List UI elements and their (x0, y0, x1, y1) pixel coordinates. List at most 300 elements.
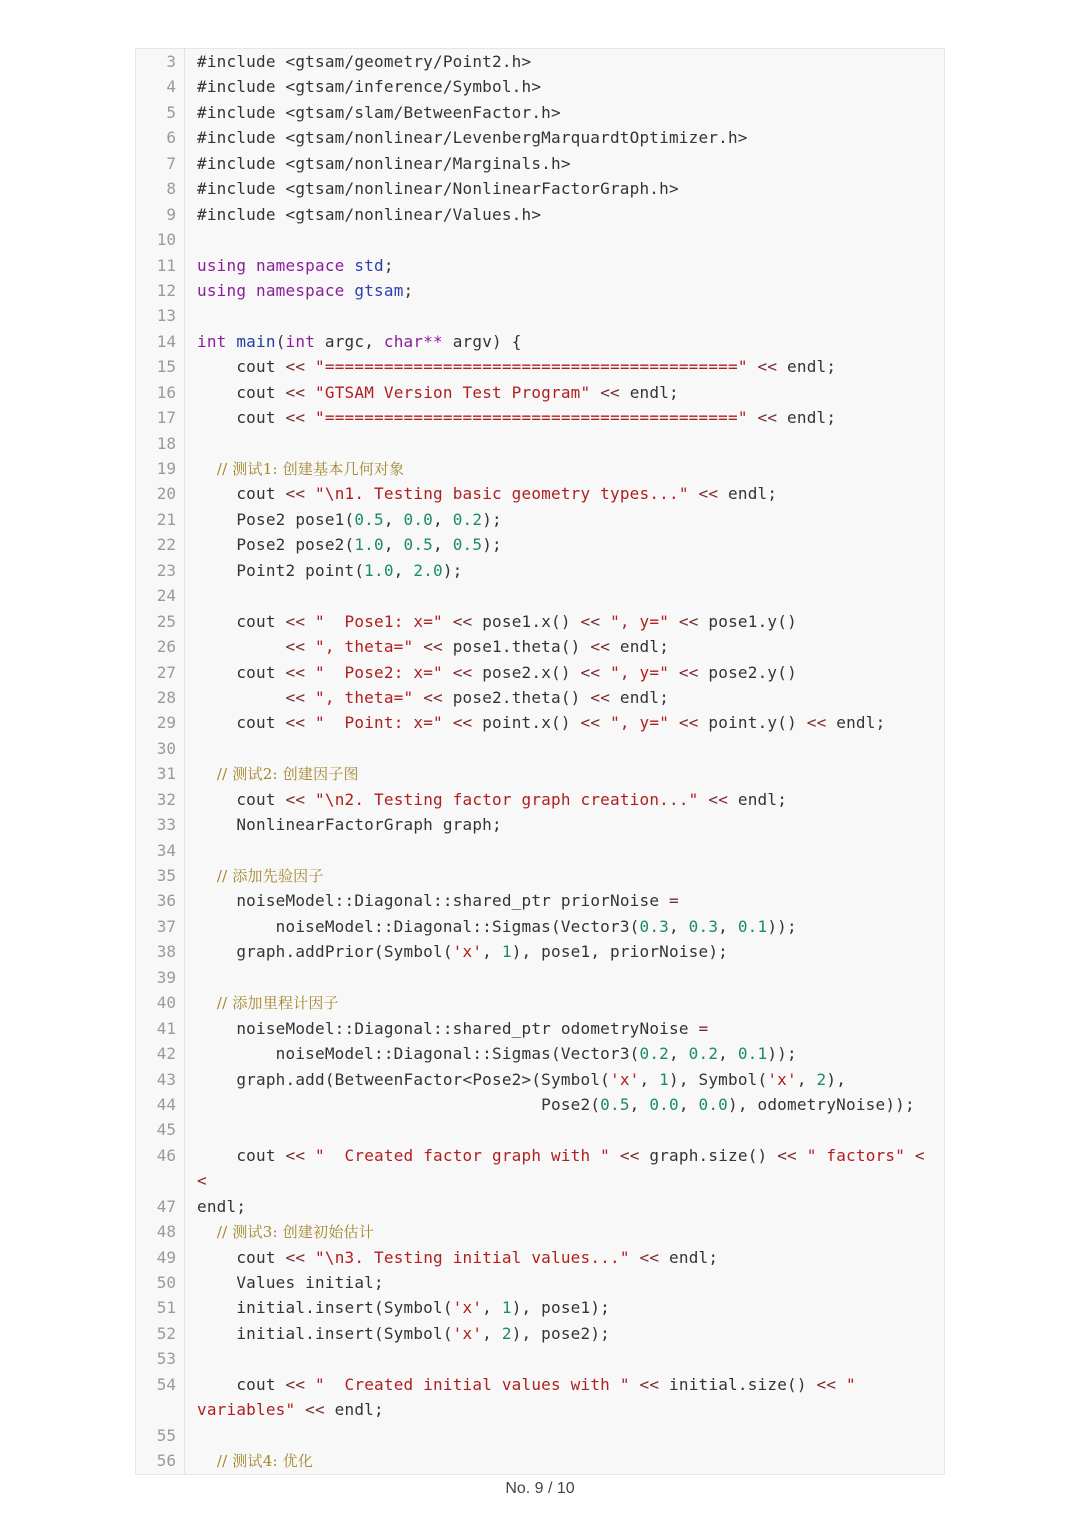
code-text (197, 354, 932, 379)
code-token: 1 (659, 1069, 670, 1089)
code-token (305, 1146, 315, 1165)
code-line (136, 74, 944, 99)
code-line (136, 507, 944, 532)
code-token (630, 1375, 640, 1394)
code-token: 0.2 (639, 1044, 669, 1064)
code-token (345, 256, 355, 275)
code-text (197, 329, 932, 354)
code-token: #include <gtsam/slam/BetweenFactor.h> (197, 102, 561, 122)
line-number: 15 (156, 357, 176, 377)
code-line (136, 838, 944, 863)
code-token: Point2 point( (197, 560, 365, 580)
code-token (630, 1248, 640, 1267)
code-token (797, 1146, 807, 1165)
code-line (136, 1092, 944, 1117)
code-token: << (600, 382, 620, 402)
code-text (197, 685, 932, 710)
code-token: , (718, 916, 738, 936)
code-token: << (619, 1145, 640, 1165)
code-token: << (285, 789, 306, 809)
code-token (836, 1375, 846, 1394)
code-text (197, 405, 932, 430)
line-number: 5 (166, 102, 176, 122)
code-token: ); (482, 535, 502, 555)
code-token: // 测试2: 创建因子图 (197, 765, 359, 784)
code-token: << (806, 713, 827, 733)
line-number: 32 (156, 789, 176, 809)
code-token: #include <gtsam/nonlinear/Values.h> (197, 204, 542, 224)
code-text (197, 1219, 932, 1245)
code-token: , (718, 1044, 738, 1064)
code-token (305, 790, 315, 809)
code-token: cout (197, 1374, 286, 1394)
code-token: << (285, 357, 306, 377)
code-token: Values initial; (197, 1273, 384, 1293)
code-line (136, 558, 944, 583)
code-token: ", theta=" (315, 637, 414, 657)
line-number: 51 (156, 1298, 176, 1318)
code-token (669, 612, 679, 631)
code-token: , (639, 1069, 660, 1089)
line-number: 9 (166, 204, 176, 224)
code-line (136, 1448, 944, 1473)
line-number: 54 (156, 1374, 176, 1394)
code-token: )); (767, 916, 797, 936)
line-number: 55 (156, 1425, 176, 1445)
code-line (136, 812, 944, 837)
code-line (136, 227, 944, 252)
code-token (305, 484, 315, 503)
code-token: #include <gtsam/nonlinear/LevenbergMarquardtOptimizer.h> (197, 128, 748, 148)
code-line (136, 583, 944, 608)
code-token: #include <gtsam/inference/Symbol.h> (197, 77, 542, 97)
line-number: 41 (156, 1018, 176, 1038)
line-number: 45 (156, 1120, 176, 1140)
code-token: initial.insert(Symbol( (197, 1323, 453, 1343)
code-token: endl; (197, 1196, 247, 1216)
code-token: << (777, 1145, 797, 1165)
code-text (197, 456, 932, 482)
code-token: cout (197, 357, 286, 377)
code-token: cout (197, 1247, 286, 1267)
line-number: 30 (156, 738, 176, 758)
code-token: " factors" (806, 1145, 906, 1165)
code-token (669, 713, 679, 732)
code-text (197, 253, 932, 278)
line-number: 16 (156, 382, 176, 402)
code-text (197, 49, 932, 74)
code-text (197, 990, 932, 1016)
line-number: 56 (156, 1451, 176, 1471)
code-token: << (197, 1145, 925, 1191)
line-number: 14 (156, 331, 176, 351)
code-token: , (482, 1298, 502, 1318)
code-token: ); (482, 509, 502, 529)
line-number: 4 (166, 77, 176, 97)
code-token: noiseModel::Diagonal::Sigmas(Vector3( (197, 1044, 640, 1064)
code-token: NonlinearFactorGraph graph; (197, 815, 502, 835)
code-token (246, 256, 256, 275)
code-token: << (285, 687, 306, 707)
code-token: initial.size() (659, 1374, 817, 1394)
code-text (197, 634, 932, 659)
code-token: = (698, 1018, 709, 1038)
code-token: << (285, 611, 306, 631)
code-line (136, 100, 944, 125)
code-token: 0.0 (403, 509, 434, 529)
code-token: "\n2. Testing factor graph creation..." (315, 789, 699, 809)
code-token: ", y=" (610, 662, 670, 682)
line-number: 26 (156, 637, 176, 657)
code-token: ), pose1, priorNoise); (511, 942, 729, 962)
code-token (590, 383, 600, 402)
code-token: << (452, 662, 473, 682)
code-token: 0.5 (452, 535, 483, 555)
code-line (136, 1016, 944, 1041)
code-line (136, 609, 944, 634)
line-number: 36 (156, 891, 176, 911)
code-token (345, 281, 355, 300)
code-token: ; (383, 255, 394, 275)
code-token: 0.0 (698, 1094, 728, 1114)
code-token: = (669, 891, 679, 911)
code-text (197, 278, 932, 303)
code-token: 1.0 (364, 560, 394, 580)
line-number: 33 (156, 815, 176, 835)
code-line (136, 1321, 944, 1346)
code-token: 0.5 (354, 509, 384, 529)
code-token: 2 (501, 1323, 512, 1343)
code-token: << (678, 662, 699, 682)
code-line (136, 736, 944, 761)
line-number: 43 (156, 1069, 176, 1089)
code-token: argc, (315, 331, 384, 351)
code-token: // 添加里程计因子 (197, 994, 339, 1013)
code-text (197, 787, 932, 812)
code-line (136, 787, 944, 812)
code-line (136, 329, 944, 354)
line-number: 21 (156, 509, 176, 529)
code-line (136, 1194, 944, 1219)
code-token: graph.addPrior(Symbol( (197, 942, 453, 962)
code-text (197, 532, 932, 557)
code-token: ", theta=" (315, 687, 414, 707)
code-text (197, 1245, 932, 1270)
code-token: << (285, 408, 306, 428)
code-text (197, 761, 932, 787)
line-number: 7 (166, 153, 176, 173)
code-token: pose2.x() (472, 662, 581, 682)
code-token: cout (197, 1145, 286, 1165)
code-token: 1 (501, 1298, 512, 1318)
code-token: 0.5 (600, 1094, 630, 1114)
code-token: << (580, 713, 601, 733)
code-token: << (580, 662, 601, 682)
code-token: 0.3 (688, 916, 719, 936)
code-token: graph.size() (639, 1145, 778, 1165)
line-number: 20 (156, 484, 176, 504)
code-token: // 添加先验因子 (197, 867, 324, 885)
code-token: "GTSAM Version Test Program" (315, 382, 591, 402)
code-token (305, 713, 315, 732)
code-token: 0.2 (688, 1044, 719, 1064)
code-text (197, 914, 932, 939)
line-number: 3 (166, 52, 176, 71)
code-token: , (433, 509, 453, 529)
code-token: << (423, 637, 443, 657)
code-token: 0.5 (403, 535, 434, 555)
code-token: << (285, 1145, 306, 1165)
code-line (136, 380, 944, 405)
code-token: << (452, 713, 473, 733)
code-text (197, 1016, 932, 1041)
code-token: endl; (826, 713, 886, 733)
code-token: , (383, 535, 404, 555)
code-line (136, 1423, 944, 1448)
code-line (136, 1270, 944, 1295)
line-number: 40 (156, 993, 176, 1013)
code-token: // 测试1: 创建基本几何对象 (197, 460, 405, 478)
code-line (136, 354, 944, 379)
code-token: cout (197, 662, 286, 682)
code-token: using (197, 280, 247, 300)
code-token: << (305, 1400, 325, 1420)
code-token: 0.0 (649, 1094, 679, 1114)
code-token: << (590, 687, 611, 707)
code-line (136, 965, 944, 990)
code-token: << (816, 1374, 837, 1394)
line-number: 23 (156, 560, 176, 580)
code-token: endl; (777, 357, 837, 377)
code-token: initial.insert(Symbol( (197, 1298, 453, 1318)
code-token (305, 637, 315, 656)
code-token: " variables" (197, 1374, 856, 1420)
code-token: , (629, 1094, 650, 1114)
line-number: 12 (156, 280, 176, 300)
code-token: << (580, 611, 601, 631)
code-text (197, 660, 932, 685)
line-number: 24 (156, 586, 176, 606)
code-text (197, 507, 932, 532)
code-token (413, 688, 423, 707)
code-token: char** (383, 331, 443, 351)
code-text (197, 100, 932, 125)
code-line (136, 1245, 944, 1270)
code-text (197, 609, 932, 634)
code-token: << (285, 484, 306, 504)
code-line (136, 914, 944, 939)
code-token: ), (826, 1069, 847, 1089)
code-token: main (236, 331, 276, 351)
code-token: << (678, 611, 699, 631)
code-token (905, 1146, 915, 1165)
code-token (305, 1375, 315, 1394)
code-token: 2 (816, 1069, 827, 1089)
code-token: ; (403, 280, 414, 300)
code-text (197, 380, 932, 405)
code-token: point.y() (698, 713, 807, 733)
code-text (197, 1067, 932, 1092)
code-text (197, 1448, 932, 1474)
line-number: 34 (156, 840, 176, 860)
code-text (197, 1321, 932, 1346)
code-text (197, 202, 932, 227)
line-number: 29 (156, 713, 176, 733)
code-token: 1.0 (354, 535, 384, 555)
code-token: << (678, 713, 699, 733)
code-line (136, 49, 944, 74)
line-number: 18 (156, 433, 176, 453)
code-token (305, 383, 315, 402)
code-text (197, 1372, 932, 1423)
code-token: "==========================================" (315, 408, 748, 428)
code-token: << (757, 408, 778, 428)
code-line (136, 1295, 944, 1320)
code-line (136, 253, 944, 278)
code-block (135, 48, 945, 1475)
line-number: 13 (156, 306, 176, 326)
line-number: 10 (156, 230, 176, 250)
code-token: #include <gtsam/nonlinear/Marginals.h> (197, 153, 571, 173)
line-number: 48 (156, 1222, 176, 1242)
code-token: pose1.y() (698, 611, 797, 631)
code-token: << (423, 687, 443, 707)
code-token: << (285, 637, 306, 657)
code-line (136, 303, 944, 328)
code-token: << (452, 611, 473, 631)
line-number: 6 (166, 128, 176, 148)
code-token: ", y=" (610, 611, 670, 631)
code-token: , (482, 1323, 502, 1343)
code-token: Pose2 pose1( (197, 509, 355, 529)
code-token (305, 357, 315, 376)
code-line (136, 1372, 944, 1423)
code-line (136, 1219, 944, 1244)
code-token (669, 663, 679, 682)
line-number: 50 (156, 1273, 176, 1293)
code-token: << (639, 1247, 660, 1267)
code-token: // 测试4: 优化 (197, 1452, 314, 1471)
code-text (197, 125, 932, 150)
code-token: << (285, 382, 306, 402)
code-text (197, 1295, 932, 1320)
code-text (197, 176, 932, 201)
code-token: using (197, 255, 247, 275)
code-token: << (285, 713, 306, 733)
code-line (136, 278, 944, 303)
code-token: 0.1 (737, 916, 768, 936)
line-number: 11 (156, 255, 176, 275)
code-text (197, 710, 932, 735)
code-token (295, 1400, 305, 1419)
code-line (136, 431, 944, 456)
code-token: noiseModel::Diagonal::shared_ptr odometryNoise (197, 1018, 699, 1038)
code-line (136, 481, 944, 506)
code-token: 'x' (610, 1069, 640, 1089)
code-token (305, 408, 315, 427)
code-token: gtsam (354, 280, 404, 300)
code-token: 'x' (767, 1069, 797, 1089)
code-token: pose2.theta() (442, 687, 591, 707)
code-token: point.x() (472, 713, 581, 733)
line-number: 49 (156, 1247, 176, 1267)
code-token: << (698, 484, 719, 504)
code-line (136, 125, 944, 150)
code-token (197, 637, 286, 656)
code-token: endl; (610, 687, 670, 707)
code-token: ), pose1); (511, 1298, 611, 1318)
code-line (136, 939, 944, 964)
code-token (748, 357, 758, 376)
code-token: 'x' (452, 1298, 483, 1318)
code-token (443, 713, 453, 732)
line-number: 25 (156, 611, 176, 631)
code-line (136, 660, 944, 685)
code-token: cout (197, 789, 286, 809)
code-text (197, 812, 932, 837)
code-token (600, 612, 610, 631)
code-token: 0.1 (737, 1044, 768, 1064)
code-line (136, 710, 944, 735)
code-line (136, 1067, 944, 1092)
code-line (136, 405, 944, 430)
code-token: << (285, 1374, 306, 1394)
line-number: 27 (156, 662, 176, 682)
code-token (305, 688, 315, 707)
code-token: , (669, 916, 689, 936)
code-token: namespace (256, 280, 345, 300)
code-token: pose1.x() (472, 611, 581, 631)
code-token (600, 713, 610, 732)
code-token: " Created factor graph with " (315, 1145, 611, 1165)
code-line (136, 176, 944, 201)
code-token: graph.add(BetweenFactor<Pose2>(Symbol( (197, 1069, 610, 1089)
code-token: " Pose2: x=" (315, 662, 443, 682)
code-text (197, 481, 932, 506)
code-token (443, 663, 453, 682)
code-token: , (669, 1044, 689, 1064)
code-token: 0.2 (452, 509, 483, 529)
code-token (227, 332, 237, 351)
code-token (305, 663, 315, 682)
code-token: cout (197, 408, 286, 428)
line-number: 37 (156, 916, 176, 936)
code-text (197, 1041, 932, 1066)
code-line (136, 634, 944, 659)
code-text (197, 939, 932, 964)
code-line (136, 532, 944, 557)
code-token: #include <gtsam/geometry/Point2.h> (197, 52, 532, 71)
line-number: 44 (156, 1094, 176, 1114)
code-token (246, 281, 256, 300)
code-token: ); (442, 560, 463, 580)
code-token (197, 688, 286, 707)
code-token: << (285, 1247, 306, 1267)
code-token: int (285, 331, 316, 351)
code-token: ( (275, 331, 286, 351)
code-token: endl; (659, 1247, 719, 1267)
code-token: cout (197, 382, 286, 402)
code-token (689, 484, 699, 503)
code-token: ), pose2); (511, 1323, 611, 1343)
code-token: pose1.theta() (442, 637, 591, 657)
code-line (136, 761, 944, 786)
line-number: 42 (156, 1044, 176, 1064)
code-token: pose2.y() (698, 662, 797, 682)
code-token: cout (197, 611, 286, 631)
code-token: Pose2( (197, 1094, 601, 1114)
code-line (136, 685, 944, 710)
